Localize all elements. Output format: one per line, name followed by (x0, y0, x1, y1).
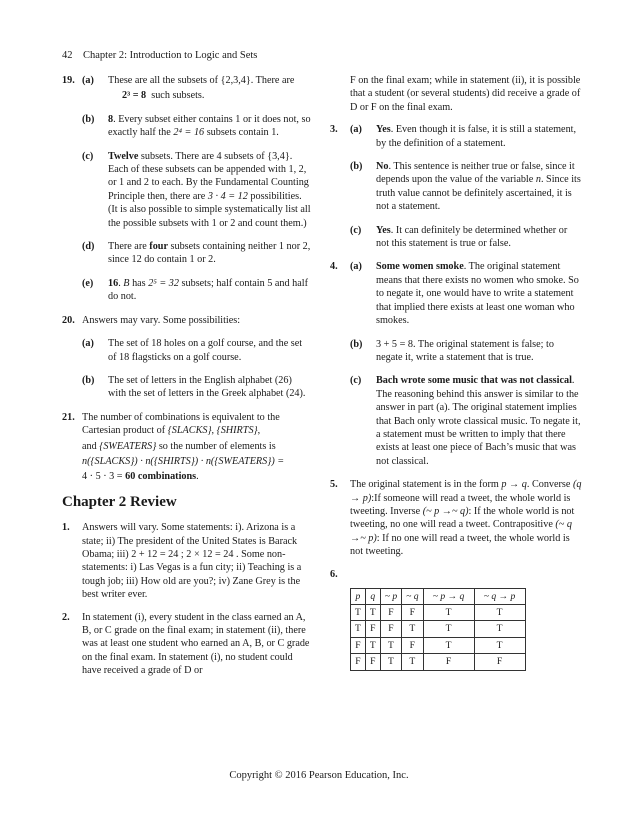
problem-text: : If no one will read a tweet, the whole world is not tweeting. (350, 532, 570, 558)
math-expr: p → q (501, 479, 527, 491)
part-c (350, 224, 582, 251)
table-cell: T (365, 637, 380, 653)
problem-number: 2. (62, 611, 70, 623)
part-text: These are all the subsets of {2,3,4}. There are (108, 75, 295, 86)
table-cell: T (474, 637, 525, 653)
math-set: {SHIRTS} (216, 425, 258, 437)
math-expr: 2⁵ = 32 (148, 277, 179, 289)
table-cell: T (474, 605, 525, 621)
table-cell: F (351, 637, 366, 653)
table-row (351, 621, 526, 637)
table-cell: F (365, 621, 380, 637)
part-text: . Since its truth value cannot be definitely ascertained, it is not a statement. (376, 174, 581, 213)
problem-text: In statement (i), every student in the class earned an A, B, or C grade on the final exam; in statement (ii), there was at least one student who earned an A, B, or C grade on the final exam. In statement (i), no student could have received a grade of D or (82, 611, 310, 677)
left-column (62, 74, 312, 687)
math-expr: (q → p) (350, 479, 582, 504)
part-label: (b) (350, 161, 363, 173)
table-row (351, 605, 526, 621)
part-text: . The reasoning behind this answer is similar to the answer in part (a). The original statement implies that Bach only wrote classical music. To negate it, a statement must be written to imply that there exists at least one piece of Bach’s music that was not classical. (376, 375, 581, 467)
table-cell: T (351, 621, 366, 637)
problem-text: and (82, 440, 97, 452)
problem-text: so the number of elements is (158, 440, 276, 452)
part-label: (b) (82, 113, 95, 125)
page-number: 42 (62, 50, 73, 61)
review-2-continued (330, 74, 582, 114)
table-row (351, 654, 526, 670)
punctuation: . (196, 471, 199, 483)
part-text: . (118, 277, 121, 289)
part-text: possibilities. (It is also possible to simple systematically list all the possible subsets with 1 or 2 and count them.) (108, 190, 311, 229)
math-line (108, 89, 312, 102)
problem-number: 4. (330, 261, 338, 273)
part-label: (a) (82, 338, 94, 350)
part-text: has (132, 277, 146, 289)
answer-bold: four (149, 241, 168, 253)
part-b (350, 160, 582, 214)
problem-19 (62, 74, 312, 304)
part-c (82, 150, 312, 230)
part-label: (a) (82, 75, 94, 86)
part-a (350, 260, 582, 327)
answer-bold: 8 (108, 113, 114, 125)
math-formula: n({SLACKS}) · n({SHIRTS}) · n({SWEATERS}) = (82, 455, 285, 467)
math-expr: 4 · 5 · 3 = (82, 471, 123, 483)
answer-bold: 60 combinations (125, 471, 197, 483)
table-header-row (351, 588, 526, 604)
review-6 (330, 568, 582, 671)
part-label: (c) (82, 150, 94, 162)
problem-text: Converse (531, 479, 571, 491)
copyright-footer: Copyright © 2016 Pearson Education, Inc. (229, 770, 409, 781)
answer-bold: Bach wrote some music that was not classical (376, 375, 572, 387)
table-cell: T (423, 621, 474, 637)
chapter-title: Chapter 2: Introduction to Logic and Sets (83, 50, 258, 61)
part-text: . Even though it is false, it is still a statement, by the definition of a statement. (376, 124, 577, 149)
part-text: . The original statement means that there exists no women who smoke. So to negate it, one would have to write a statement that implied there exists at least one woman who smokes. (376, 261, 579, 327)
math-var: n (535, 174, 541, 186)
punctuation: , (211, 425, 215, 437)
punctuation: . (526, 479, 530, 491)
math-expr: 2⁴ = 16 (173, 127, 205, 139)
part-label: (a) (350, 124, 362, 136)
part-label: (d) (82, 241, 95, 253)
part-c (350, 374, 582, 468)
table-cell: F (365, 654, 380, 670)
part-d (82, 240, 312, 267)
math-set: {SWEATERS} (99, 440, 157, 452)
part-e (82, 277, 312, 304)
problem-text: The original statement is in the form (350, 479, 499, 491)
part-label: (e) (82, 277, 94, 289)
table-cell: T (423, 605, 474, 621)
part-label: (b) (350, 338, 363, 350)
punctuation: , (257, 425, 261, 437)
page-header (62, 50, 257, 61)
math-set: {SLACKS} (167, 425, 212, 437)
part-text: . This sentence is neither true or false, since it depends upon the value of the variable (376, 161, 575, 186)
math-expr: 3 · 4 = 12 (207, 190, 248, 202)
part-a (82, 74, 312, 103)
column-header: p (351, 588, 366, 604)
problem-number: 20. (62, 314, 75, 326)
part-text: such subsets. (151, 90, 205, 102)
problem-number: 5. (330, 479, 338, 491)
table-cell: F (402, 637, 423, 653)
table-cell: T (423, 637, 474, 653)
table-cell: F (423, 654, 474, 670)
column-header: q (365, 588, 380, 604)
answer-bold: Yes (376, 224, 391, 236)
review-4 (330, 260, 582, 468)
table-cell: F (380, 621, 401, 637)
part-label: (a) (350, 261, 362, 273)
section-heading: Chapter 2 Review (62, 493, 177, 510)
table-cell: T (380, 654, 401, 670)
table-cell: T (474, 621, 525, 637)
problem-text: : If the whole world is not tweeting, no one will read a tweet. Contrapositive (350, 505, 575, 531)
problem-number: 6. (330, 568, 338, 580)
table-cell: F (402, 605, 423, 621)
problem-number: 3. (330, 124, 338, 136)
table-cell: T (351, 605, 366, 621)
part-text: . The original statement is false; to negate it, write a statement that is true. (376, 338, 554, 363)
problem-intro: Answers may vary. Some possibilities: (82, 314, 241, 326)
problem-text: :If someone will read a tweet, the whole world is tweeting. Inverse (350, 492, 571, 517)
problem-number: 1. (62, 522, 70, 534)
part-text: The set of 18 holes on a golf course, and the set of 18 flagsticks on a golf course. (108, 338, 303, 363)
part-label: (c) (350, 375, 362, 387)
problem-text: F on the final exam; while in statement (ii), it is possible that a student (or several students) did receive a grade of D or F on the final exam. (350, 75, 581, 113)
math-expr: (~ p →~ q) (422, 505, 469, 517)
right-column (330, 74, 582, 680)
review-5 (330, 478, 582, 558)
part-text: subsets contain 1. (206, 127, 279, 139)
review-1 (62, 521, 312, 601)
math-var: B (123, 277, 130, 289)
table-cell: T (402, 621, 423, 637)
review-3 (330, 123, 582, 250)
part-b (82, 374, 312, 401)
math-line (82, 470, 312, 483)
part-text: . It can definitely be determined whether or not this statement is true or false. (376, 224, 568, 250)
part-label: (c) (350, 224, 362, 236)
problem-21 (62, 411, 312, 484)
part-a (350, 123, 582, 150)
part-text: subsets. There are 4 subsets of {3,4}. Each of these subsets can be appended with 1, 2, or 1 and 2 to each. By the Fundamental Counting Principle then, there are (108, 150, 309, 202)
part-b (350, 338, 582, 365)
math-expr: (~ q →~ p) (350, 519, 572, 544)
part-b (82, 113, 312, 140)
part-text: The set of letters in the English alphabet (26) with the set of letters in the Greek alphabet (24). (108, 374, 306, 400)
part-text: . Every subset either contains 1 or it does not, so exactly half the (108, 113, 311, 139)
column-header: ~ q (402, 588, 423, 604)
answer-bold: No (376, 161, 389, 173)
table-cell: T (365, 605, 380, 621)
answer-bold: Twelve (108, 150, 139, 162)
table-cell: T (402, 654, 423, 670)
problem-20 (62, 314, 312, 401)
column-header: ~ p (380, 588, 401, 604)
table-cell: F (474, 654, 525, 670)
part-text: subsets; half contain 5 and half do not. (108, 277, 309, 303)
problem-text: Answers will vary. Some statements: i). Arizona is a state; ii) The president of the United States is Barack Obama; iii) 2 + 12 = 24 ; 2 × 12 = 24 . Some non-statements: i) Las Vegas is a fun city; ii) Teaching is a tough job; iii) How old are you?; iv) Zane Grey is the best writer ever. (82, 522, 302, 601)
part-text: There are (108, 241, 147, 253)
table-cell: T (380, 637, 401, 653)
table-row (351, 637, 526, 653)
column-header: ~ p → q (423, 588, 474, 604)
table-cell: F (380, 605, 401, 621)
review-2 (62, 611, 312, 678)
column-header: ~ q → p (474, 588, 525, 604)
problem-text: The number of combinations is equivalent to the Cartesian product of (82, 411, 280, 437)
answer-bold: Some women smoke (376, 261, 464, 273)
part-text: subsets containing neither 1 nor 2, since 12 do contain 1 or 2. (108, 241, 311, 266)
problem-number: 19. (62, 75, 75, 86)
math-expr: 2³ = 8 (122, 90, 147, 102)
part-label: (b) (82, 374, 95, 386)
answer-bold: Yes (376, 124, 391, 136)
truth-table (350, 588, 526, 671)
table-cell: F (351, 654, 366, 670)
part-a (82, 337, 312, 364)
problem-number: 21. (62, 411, 75, 423)
math-line (82, 440, 312, 453)
math-expr: 3 + 5 = 8 (376, 338, 413, 350)
answer-bold: 16 (108, 277, 119, 289)
